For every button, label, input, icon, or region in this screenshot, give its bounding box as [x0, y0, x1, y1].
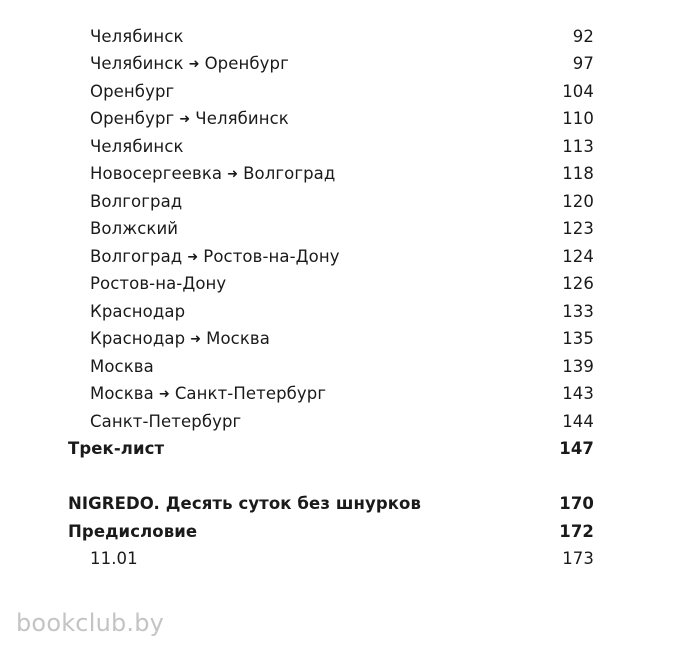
toc-entry — [0, 50, 700, 77]
toc-entry-to: Челябинск — [195, 109, 289, 128]
toc-entry-page: 126 — [562, 274, 594, 293]
toc-entry-title — [90, 274, 226, 293]
toc-entry-page: 144 — [562, 412, 594, 431]
toc-entry — [0, 23, 700, 50]
toc-entry-to: Оренбург — [204, 54, 289, 73]
toc-entry-page: 113 — [562, 137, 594, 156]
toc-entry-title — [90, 329, 270, 348]
toc-entry-page: 110 — [562, 109, 594, 128]
toc-entry — [0, 490, 700, 517]
toc-entry-title — [68, 494, 421, 513]
toc-entry-to: Ростов-на-Дону — [203, 247, 340, 266]
toc-entry — [0, 298, 700, 325]
toc-entry — [0, 160, 700, 187]
toc-entry-from: NIGREDO. Десять суток без шнурков — [68, 494, 422, 513]
watermark: bookclub.by — [16, 609, 165, 637]
toc-entry-title — [90, 357, 154, 376]
toc-entry-title — [90, 54, 289, 73]
arrow-right-icon: ➜ — [179, 112, 191, 127]
toc-entry — [0, 188, 700, 215]
toc-entry-title — [90, 192, 182, 211]
toc-entry-from: Трек-лист — [68, 439, 165, 458]
toc-entry-title — [90, 219, 178, 238]
toc-entry — [0, 380, 700, 407]
toc-entry-from: Ростов-на-Дону — [90, 274, 227, 293]
toc-entry-page: 147 — [559, 439, 594, 458]
toc-entry-to: Санкт-Петербург — [174, 384, 327, 403]
toc-entry-from: 11.01 — [90, 549, 138, 568]
toc-entry-title — [90, 302, 185, 321]
toc-entry — [0, 270, 700, 297]
toc-entry-title — [90, 549, 138, 568]
toc-entry-page: 172 — [559, 522, 594, 541]
toc-entry — [0, 243, 700, 270]
toc-entry-from: Оренбург — [90, 82, 175, 101]
toc-entry-from: Санкт-Петербург — [90, 412, 242, 431]
toc-entry-title — [68, 439, 164, 458]
toc-entry-title — [90, 27, 184, 46]
arrow-right-icon: ➜ — [187, 250, 199, 265]
toc-entry-page: 143 — [562, 384, 594, 403]
toc-entry-from: Краснодар — [90, 329, 186, 348]
toc-entry-title — [90, 109, 289, 128]
toc-entry-page: 124 — [562, 247, 594, 266]
toc-entry-from: Оренбург — [90, 109, 175, 128]
toc-entry — [0, 435, 700, 462]
arrow-right-icon: ➜ — [227, 167, 239, 182]
toc-entry-to: Москва — [206, 329, 270, 348]
toc-entry — [0, 518, 700, 545]
toc-entry-from: Краснодар — [90, 302, 186, 321]
toc-entry-page: 170 — [559, 494, 594, 513]
toc-entry-title — [90, 384, 326, 403]
toc-entry-title — [90, 82, 174, 101]
toc-entry-title — [68, 522, 197, 541]
toc-entry-title — [90, 164, 335, 183]
toc-entry — [0, 408, 700, 435]
toc-entry — [0, 545, 700, 572]
toc-entry-from: Новосергеевка — [90, 164, 223, 183]
toc-entry-from: Челябинск — [90, 27, 184, 46]
arrow-right-icon: ➜ — [190, 332, 202, 347]
toc-entry-from: Волгоград — [90, 247, 183, 266]
toc-entry — [0, 133, 700, 160]
toc-entry-title — [90, 247, 340, 266]
toc-entry — [0, 325, 700, 352]
toc-entry — [0, 215, 700, 242]
toc-entry — [0, 353, 700, 380]
toc-entry-from: Челябинск — [90, 137, 184, 156]
toc-entry-page: 123 — [562, 219, 594, 238]
toc-entry-from: Челябинск — [90, 54, 184, 73]
toc-entry-from: Волжский — [90, 219, 179, 238]
arrow-right-icon: ➜ — [188, 57, 200, 72]
toc-entry-page: 92 — [572, 27, 594, 46]
toc-entry-from: Предисловие — [68, 522, 198, 541]
arrow-right-icon: ➜ — [158, 387, 170, 402]
toc-entry-from: Москва — [90, 357, 154, 376]
toc-entry-from: Волгоград — [90, 192, 183, 211]
toc-entry-title — [90, 412, 241, 431]
toc-entry-page: 139 — [562, 357, 594, 376]
toc-entry — [0, 78, 700, 105]
toc-entry-to: Волгоград — [243, 164, 336, 183]
toc-entry-from: Москва — [90, 384, 154, 403]
toc-entry-title — [90, 137, 184, 156]
toc-entry — [0, 105, 700, 132]
toc-entry-page: 97 — [572, 54, 594, 73]
toc-entry-page: 104 — [562, 82, 594, 101]
toc-entry-page: 120 — [562, 192, 594, 211]
toc-entry-page: 118 — [562, 164, 594, 183]
toc-entry-page: 135 — [562, 329, 594, 348]
toc-entry-page: 133 — [562, 302, 594, 321]
toc-entry-page: 173 — [562, 549, 594, 568]
